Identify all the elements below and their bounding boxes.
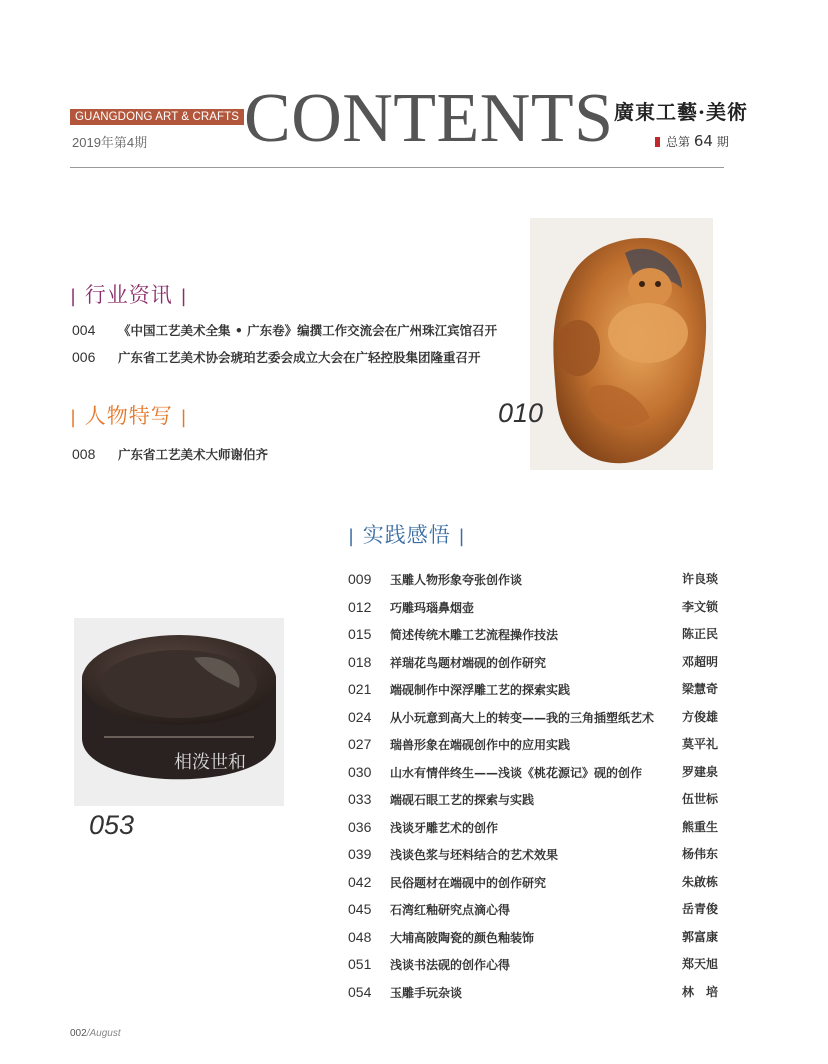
section-title-industry-text: 行业资讯 [84,283,173,307]
toc-author: 梁慧奇 [681,682,718,696]
toc-entry[interactable] [348,954,718,982]
toc-title: 玉雕人物形象夸张创作谈 [390,573,523,587]
toc-page: 006 [72,349,96,365]
toc-title: 浅谈牙雕艺术的创作 [390,820,499,835]
page-title: CONTENTS [244,80,614,157]
section-title-people-text: 人物特写 [84,404,173,428]
toc-entry[interactable] [348,597,718,625]
toc-author: 李文锁 [681,599,718,614]
toc-author: 郑天旭 [681,957,718,971]
toc-title: 瑞兽形象在端砚创作中的应用实践 [390,738,571,752]
toc-page: 018 [348,653,372,670]
section-title-practice: | 实践感悟 | [348,523,466,547]
header-divider [70,167,724,168]
inkstone-icon [74,618,284,806]
toc-title: 祥瑞花鸟题材端砚的创作研究 [390,655,547,670]
toc-author: 许良琰 [681,572,718,586]
toc-author: 朱啟栋 [681,874,718,889]
toc-page: 015 [348,626,372,642]
toc-title: 广东省工艺美术协会琥珀艺委会成立大会在广轻控股集团隆重召开 [117,350,481,365]
toc-page: 021 [348,681,372,697]
toc-title: 大埔高陂陶瓷的颜色釉装饰 [390,930,535,945]
total-number: 64 [693,132,713,150]
toc-entry[interactable] [348,927,718,955]
total-suffix: 期 [716,135,729,149]
toc-page: 042 [348,873,372,890]
toc-entry[interactable] [348,624,718,652]
section-title-practice-text: 实践感悟 [362,523,451,547]
carving-photo [530,218,713,470]
toc-entry[interactable] [348,789,718,817]
toc-page: 027 [348,736,372,752]
toc-page: 030 [348,763,372,780]
toc-page: 036 [348,818,372,835]
toc-title: 简述传统木雕工艺流程操作技法 [390,628,559,642]
stone-carving-figure-icon [530,218,713,470]
toc-author: 林 培 [681,984,718,999]
toc-page: 008 [72,446,96,462]
total-prefix: 总第 [666,135,691,149]
toc-entry[interactable] [348,844,718,872]
toc-author: 陈正民 [681,627,718,641]
page-footer [70,1028,121,1039]
toc-author: 方俊雄 [681,709,718,724]
toc-author: 莫平礼 [681,737,718,751]
toc-title: 民俗题材在端砚中的创作研究 [390,875,547,890]
toc-entry[interactable] [348,982,718,1010]
toc-entry[interactable] [348,762,718,790]
toc-entry[interactable] [348,679,718,707]
figure-caption: 010 [498,398,544,428]
toc-entry[interactable] [348,872,718,900]
magazine-logo: 廣東工藝·美術 [614,100,748,124]
toc-title: 《中国工艺美术全集 • 广东卷》编撰工作交流会在广州珠江宾馆召开 [117,323,498,338]
toc-title: 端砚石眼工艺的探索与实践 [390,793,535,807]
section-title-industry: | 行业资讯 | [70,283,188,307]
red-marker-icon [655,137,660,147]
toc-page: 048 [348,928,372,945]
toc-title: 端砚制作中深浮雕工艺的探索实践 [390,683,571,697]
toc-title: 浅谈色浆与坯料结合的艺术效果 [390,848,559,862]
toc-entry[interactable] [348,569,718,597]
total-issue [655,132,729,150]
toc-page: 051 [348,956,372,972]
toc-title: 玉雕手玩杂谈 [390,985,463,1000]
toc-entry[interactable] [348,734,718,762]
figure-caption: 053 [89,810,135,840]
toc-author: 熊重生 [681,819,718,834]
issue-label: 2019年第4期 [72,135,148,150]
toc-page: 039 [348,846,372,862]
toc-entry[interactable] [72,321,497,339]
toc-author: 邓超明 [681,654,718,669]
toc-title: 山水有情伴终生——浅谈《桃花源记》砚的创作 [390,765,643,780]
practice-toc-list [348,569,718,1009]
toc-title: 广东省工艺美术大师谢伯齐 [117,447,268,462]
toc-page: 009 [348,571,372,587]
toc-page: 033 [348,791,372,807]
footer-month: /August [86,1028,121,1039]
toc-author: 杨伟东 [681,847,718,861]
toc-author: 郭富康 [681,929,718,944]
toc-entry[interactable] [348,899,718,927]
brand-badge: GUANGDONG ART & CRAFTS [70,109,244,125]
toc-page: 054 [348,983,372,1000]
toc-entry[interactable] [348,707,718,735]
toc-page: 004 [72,322,96,338]
toc-page: 012 [348,598,372,615]
toc-entry[interactable] [348,817,718,845]
toc-author: 伍世标 [681,792,718,806]
toc-entry[interactable] [72,445,268,463]
inkstone-photo [74,618,284,806]
footer-page-number: 002 [70,1028,87,1039]
inkstone-script: 相泼世和 [174,752,246,773]
toc-page: 024 [348,708,372,725]
toc-title: 从小玩意到高大上的转变——我的三角插塑纸艺术 [390,710,655,725]
toc-title: 巧雕玛瑙鼻烟壶 [390,600,475,615]
toc-page: 045 [348,901,372,917]
toc-title: 石湾红釉研究点滴心得 [390,903,511,917]
toc-author: 岳青俊 [681,902,718,916]
toc-entry[interactable] [72,348,481,366]
toc-entry[interactable] [348,652,718,680]
section-title-people: | 人物特写 | [70,404,188,428]
toc-title: 浅谈书法砚的创作心得 [390,958,511,972]
toc-author: 罗建泉 [681,764,718,779]
